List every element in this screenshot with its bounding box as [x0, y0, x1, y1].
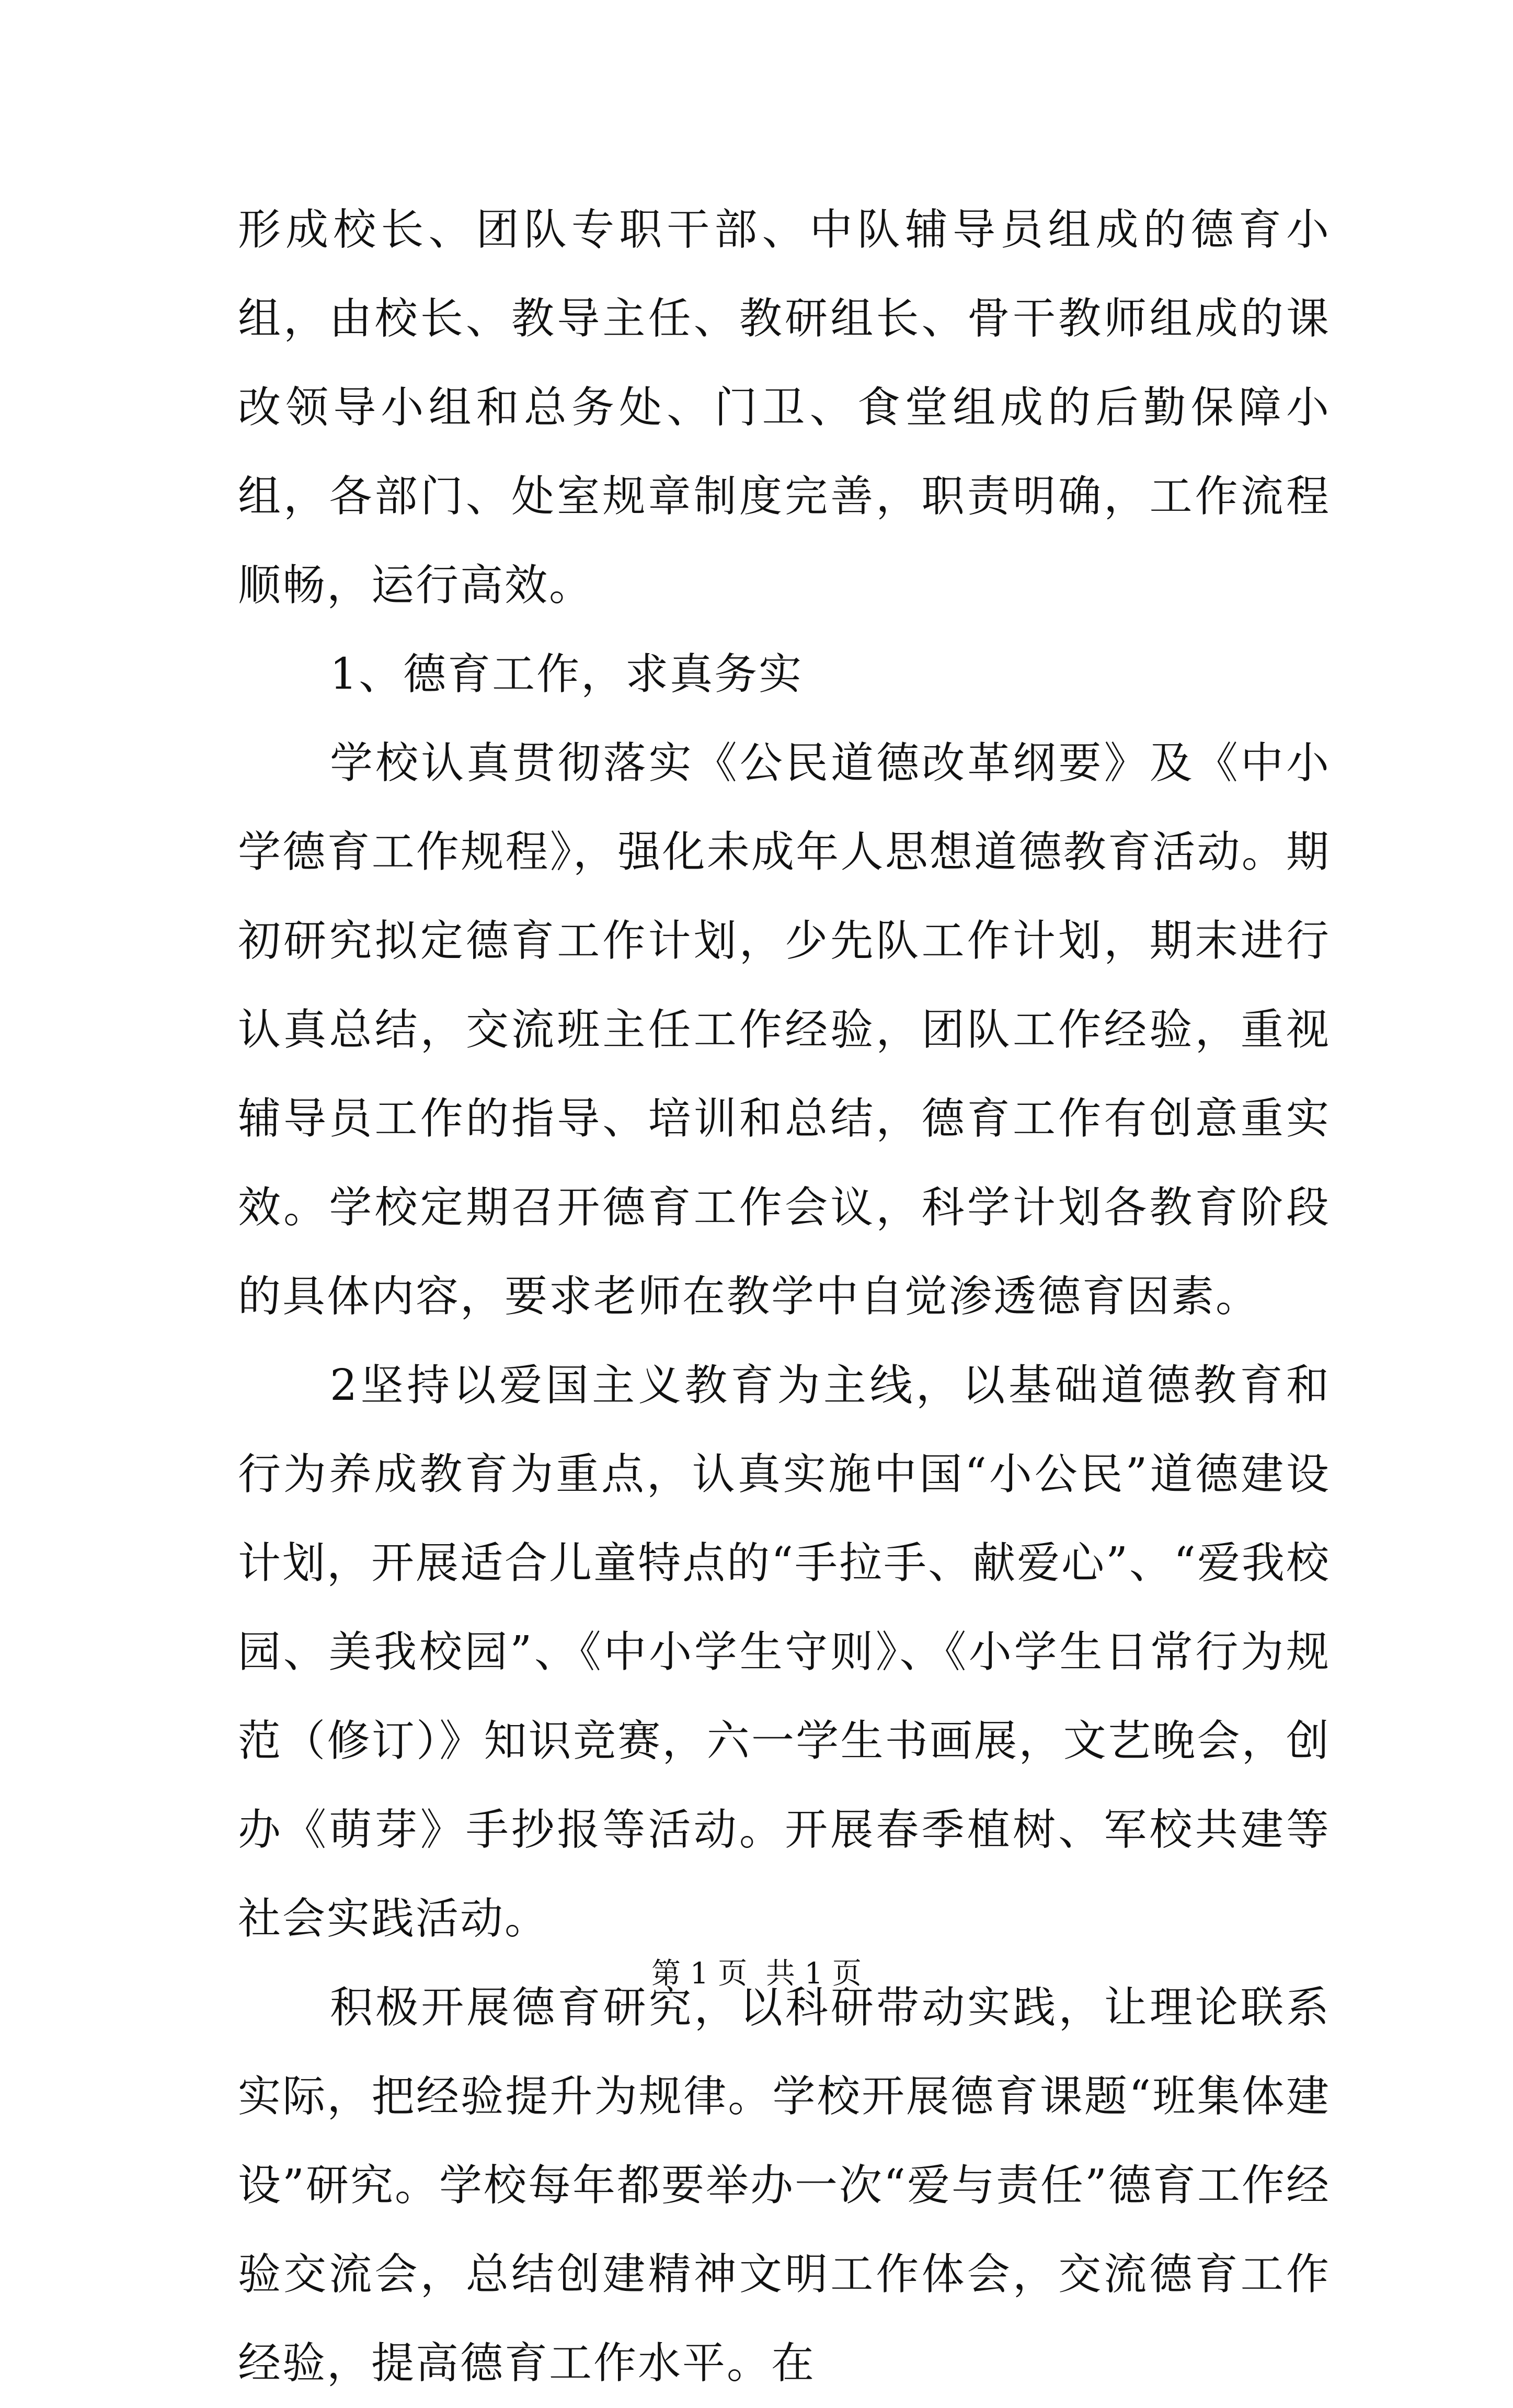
page-footer — [0, 1953, 1513, 1995]
paragraph-1: 形成校长、团队专职干部、中队辅导员组成的德育小组，由校长、教导主任、教研组长、骨干教师组成的课改领导小组和总务处、门卫、食堂组成的后勤保障小组，各部门、处室规章制度完善，职责明确，工作流程顺畅，运行高效。 — [238, 205, 1331, 610]
page-number-label: 第 1 页 共 1 页 — [651, 1957, 862, 1991]
document-body — [238, 186, 1331, 2408]
paragraph-2: 学校认真贯彻落实《公民道德改革纲要》及《中小学德育工作规程》，强化未成年人思想道德教育活动。期初研究拟定德育工作计划，少先队工作计划，期末进行认真总结，交流班主任工作经验，团队工作经验，重视辅导员工作的指导、培训和总结，德育工作有创意重实效。学校定期召开德育工作会议，科学计划各教育阶段的具体内容，要求老师在教学中自觉渗透德育因素。 — [238, 738, 1331, 1321]
paragraph-3: 2坚持以爱国主义教育为主线，以基础道德教育和行为养成教育为重点，认真实施中国“小公民”道德建设计划，开展适合儿童特点的“手拉手、献爱心”、“爱我校园、美我校园”、《中小学生守则》、《小学生日常行为规范（修订）》知识竞赛，六一学生书画展，文艺晚会，创办《萌芽》手抄报等活动。开展春季植树、军校共建等社会实践活动。 — [238, 1361, 1331, 1944]
section-heading-moral-education: 1、德育工作，求真务实 — [330, 649, 804, 699]
paragraph-4: 积极开展德育研究，以科研带动实践，让理论联系实际，把经验提升为规律。学校开展德育课题“班集体建设”研究。学校每年都要举办一次“爱与责任”德育工作经验交流会，总结创建精神文明工作体会，交流德育工作经验，提高德育工作水平。在 — [238, 1983, 1331, 2388]
